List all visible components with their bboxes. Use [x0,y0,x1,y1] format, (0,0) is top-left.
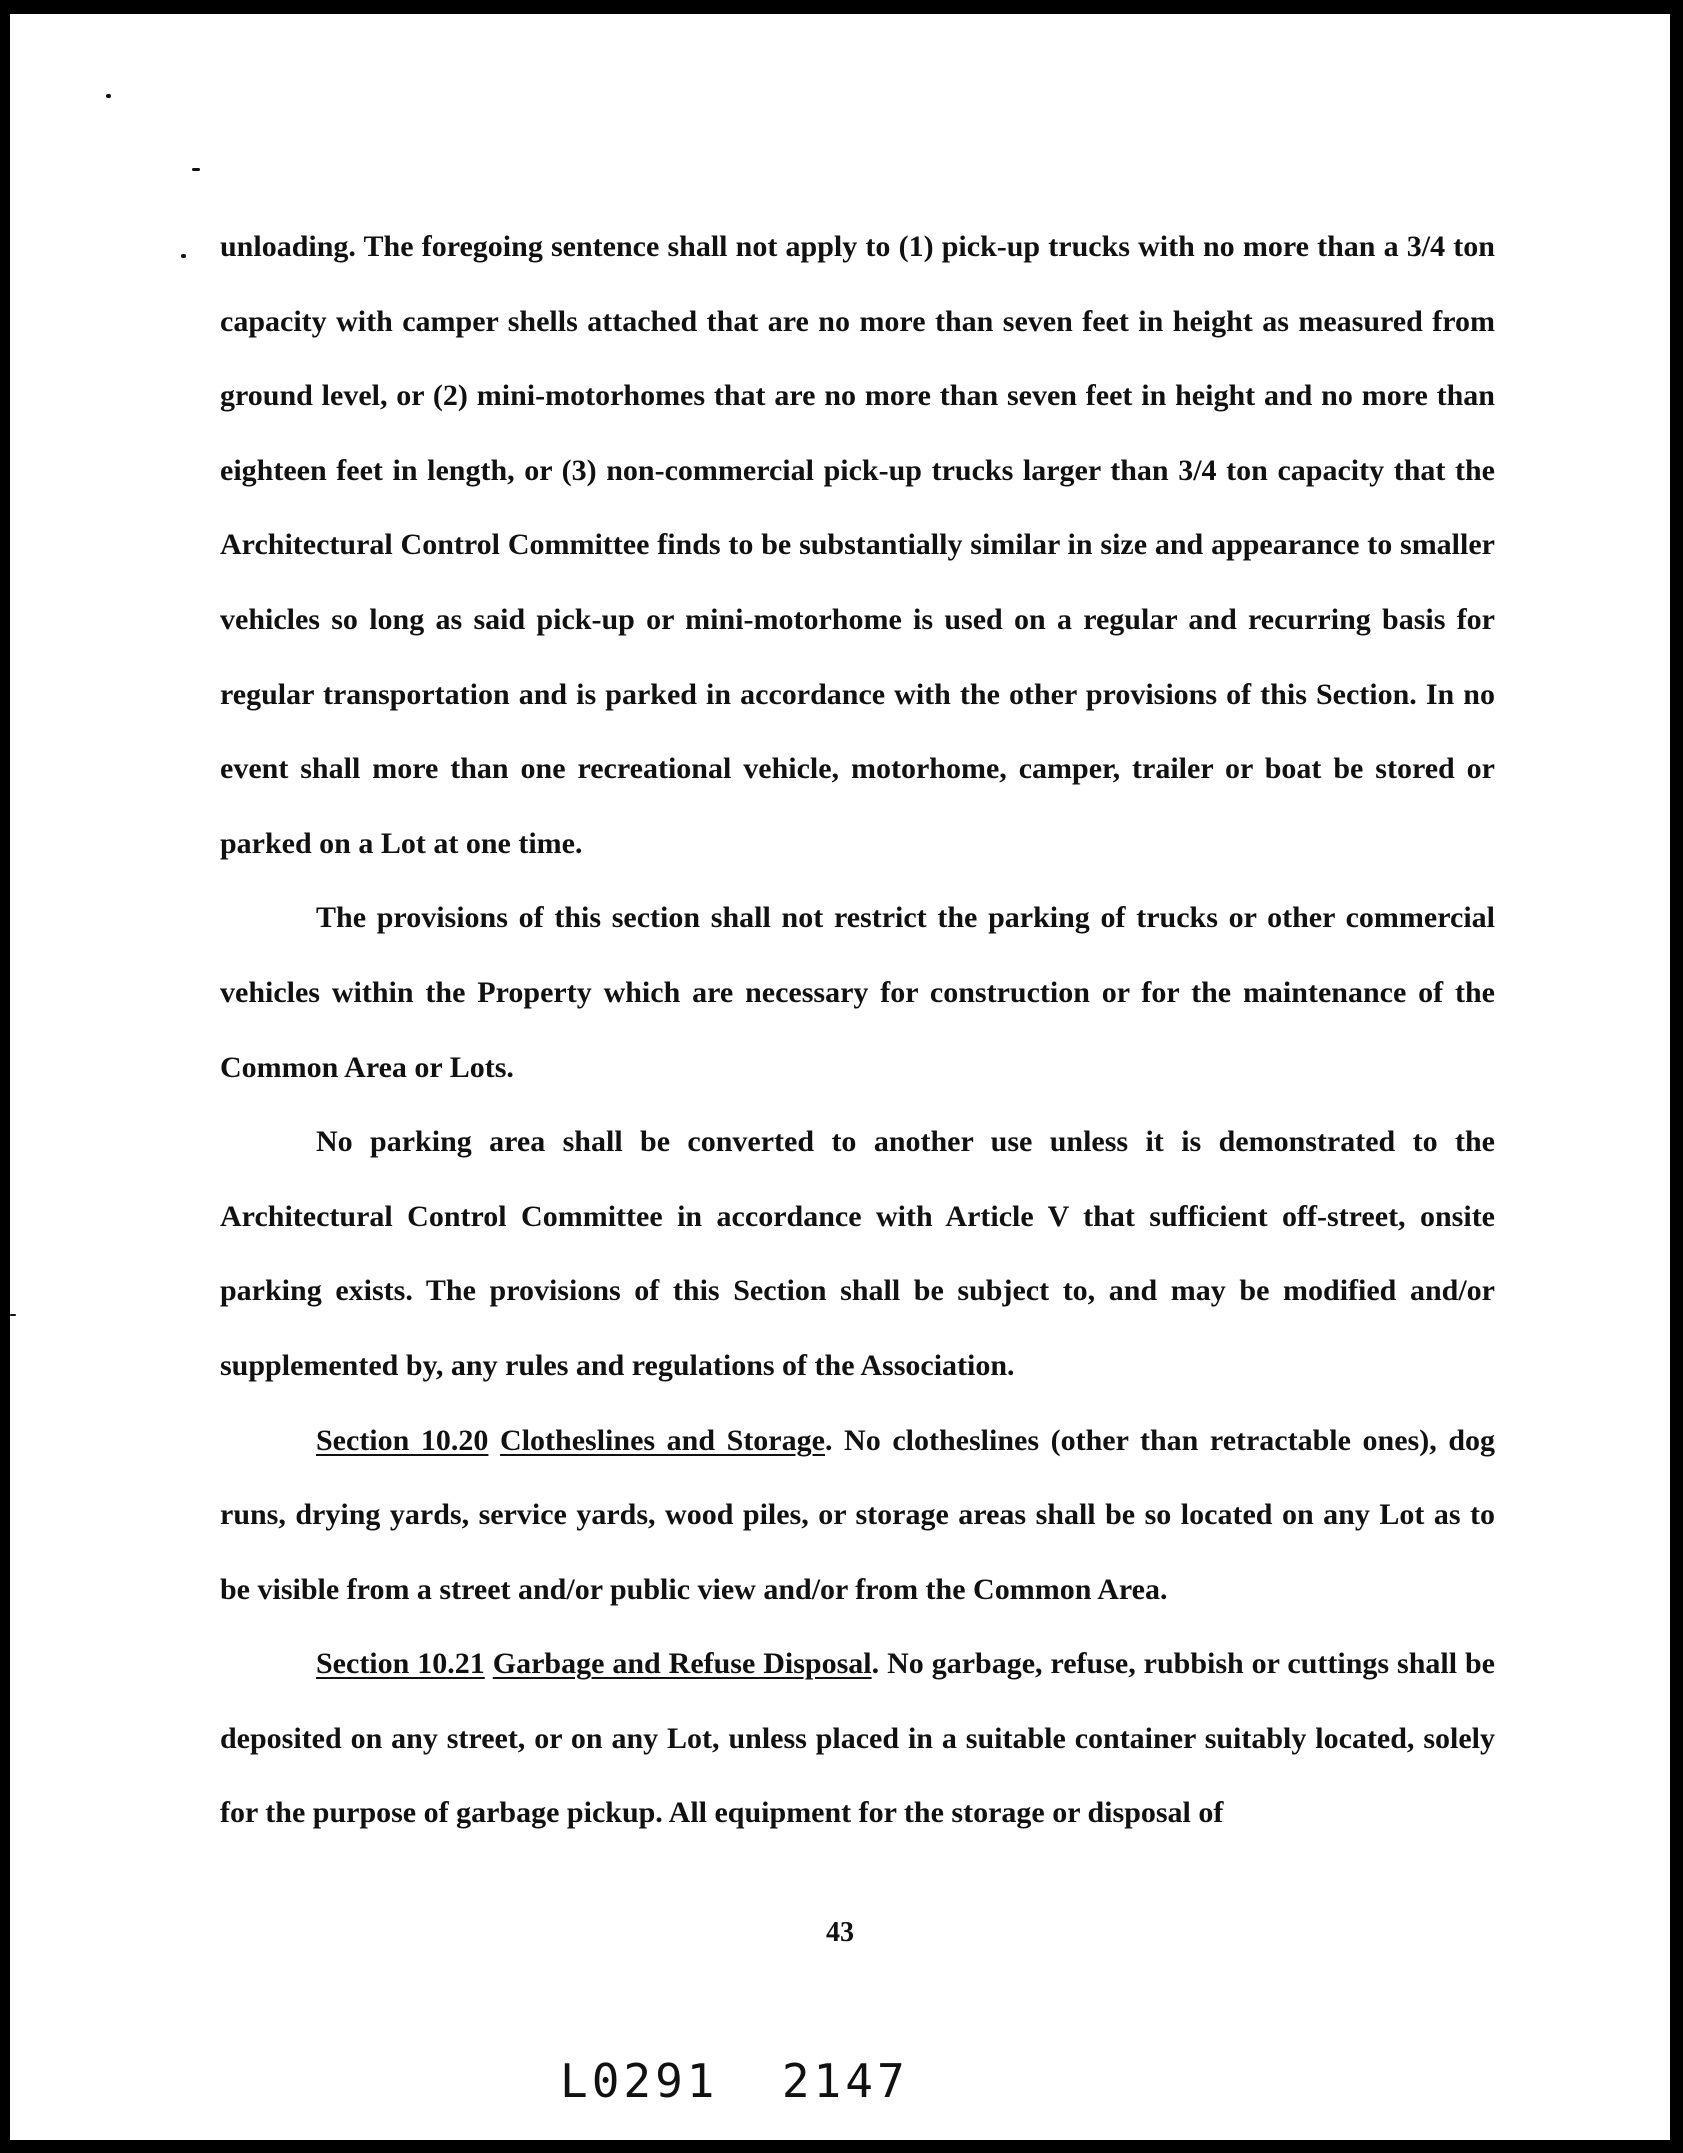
section-10-21-paragraph [220,1627,1495,1851]
section-10-20-paragraph [220,1404,1495,1628]
section-10-20-text: . No clotheslines (other than retractable ones), dog runs, drying yards, service yards, wood piles, or storage areas shall be so located on any Lot as to be visible from a street and/or public view and/or from the Common Area. [220,1423,1496,1606]
body-text [220,210,1495,1851]
section-10-21-text: . No garbage, refuse, rubbish or cuttings shall be deposited on any street, or on any Lot, unless placed in a suitable container suitably located, solely for the purpose of garbage pickup. All equipment for the storage or disposal of [220,1647,1495,1830]
paragraph-vehicle-exceptions: unloading. The foregoing sentence shall not apply to (1) pick-up trucks with no more than a 3/4 ton capacity with camper shells attached that are no more than seven feet in height as measured from ground level, or (2) mini-motorhomes that are no more than seven feet in height and no more than eighteen feet in length, or (3) non-commercial pick-up trucks larger than 3/4 ton capacity that the Architectural Control Committee finds to be substantially similar in size and appearance to smaller vehicles so long as said pick-up or mini-motorhome is used on a regular and recurring basis for regular transportation and is parked in accordance with the other provisions of this Section. In no event shall more than one recreational vehicle, motorhome, camper, trailer or boat be stored or parked on a Lot at one time. [220,230,1495,860]
paragraph-commercial-vehicles: The provisions of this section shall not restrict the parking of trucks or other commercial vehicles within the Property which are necessary for construction or for the maintenance of the Common Area or Lots. [220,901,1495,1084]
section-10-20-title: Clotheslines and Storage [500,1423,825,1457]
section-10-21-title: Garbage and Refuse Disposal [492,1647,872,1681]
section-10-20-number: Section 10.20 [316,1423,489,1457]
page-number: 43 [826,1917,854,1948]
section-10-21-number: Section 10.21 [316,1647,485,1681]
scan-speck [106,94,111,98]
document-id: L0291 2147 [560,2054,909,2108]
scan-speck [181,254,186,258]
paragraph-parking-conversion: No parking area shall be converted to another use unless it is demonstrated to the Architectural Control Committee in accordance with Article V that sufficient off-street, onsite parking exists. The provisions of this Section shall be subject to, and may be modified and/or supplemented by, any rules and regulations of the Association. [220,1125,1495,1382]
document-page [10,14,1670,2140]
scan-speck [192,168,200,171]
scan-speck [10,1314,16,1316]
